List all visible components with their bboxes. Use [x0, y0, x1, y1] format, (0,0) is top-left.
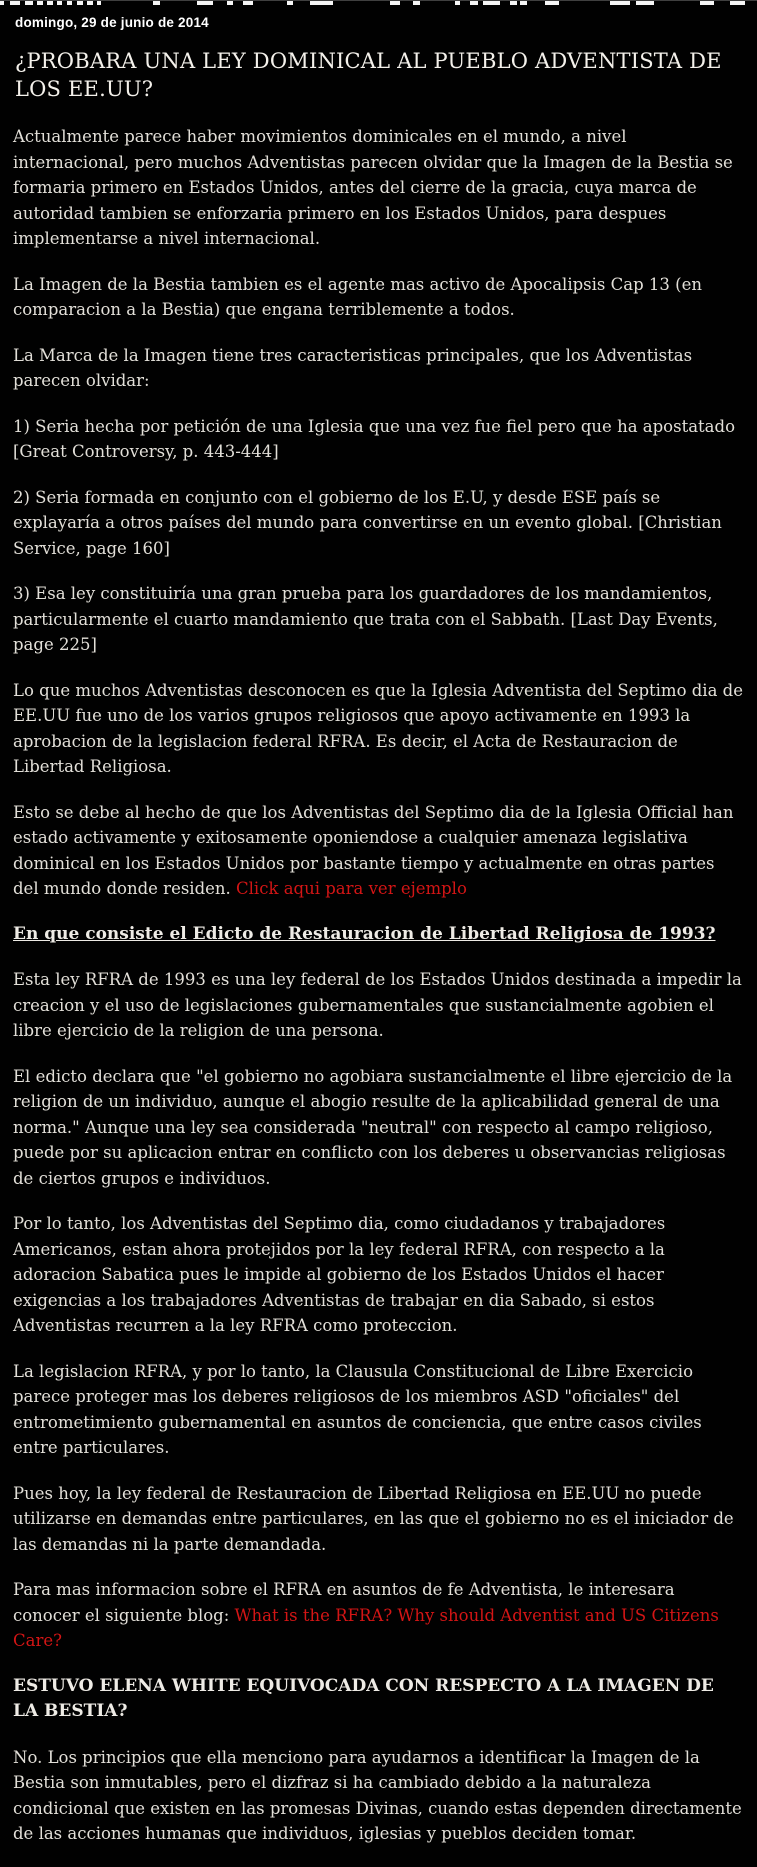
- post-paragraph: La Marca de la Imagen tiene tres caracteristicas principales, que los Adventistas parecen olvidar:: [13, 345, 693, 390]
- blog-post: [0, 15, 757, 1847]
- post-paragraph: No. Los principios que ella menciono para ayudarnos a identificar la Imagen de la Bestia son inmutables, pero el dizfraz si ha cambiado debido a la naturaleza condicional que existen en las promesas Divinas, cuando estas dependen directamente de las acciones humanas que individuos, iglesias y pueblos deciden tomar.: [13, 1747, 742, 1843]
- post-paragraph: 3) Esa ley constituiría una gran prueba para los guardadores de los mandamientos, particularmente el cuarto mandamiento que trata con el Sabbath. [Last Day Events, page 225]: [13, 584, 718, 654]
- post-paragraph: El edicto declara que "el gobierno no agobiara sustancialmente el libre ejercicio de la religion de un individuo, aunque el abogio resulte de la aplicabilidad general de una norma." Aunque una ley sea considerada "neutral" con respecto al campo religioso, puede por su aplicacion entrar en conflicto con los deberes u observancias religiosas de ciertos grupos e individuos.: [13, 1066, 733, 1188]
- post-paragraph: Por lo tanto, los Adventistas del Septimo dia, como ciudadanos y trabajadores Americanos, estan ahora protejidos por la ley federal RFRA, con respecto a la adoracion Sabatica pues le impide al gobierno de los Estados Unidos el hacer exigencias a los trabajadores Adventistas de trabajar en dia Sabado, si estos Adventistas recurren a la ley RFRA como proteccion.: [13, 1214, 666, 1335]
- post-paragraph: [13, 1577, 744, 1654]
- post-body: [13, 124, 744, 1847]
- post-paragraph: La legislacion RFRA, y por lo tanto, la Clausula Constitucional de Libre Exercicio parece proteger mas los deberes religiosos de los miembros ASD "oficiales" del entrometimiento gubernamental en asuntos de conciencia, que entre casos civiles entre particulares.: [13, 1361, 702, 1457]
- post-paragraph: Esta ley RFRA de 1993 es una ley federal de los Estados Unidos destinada a impedir la creacion y el uso de legislaciones gubernamentales que sustancialmente agobien el libre ejercicio de la religion de una persona.: [13, 970, 742, 1040]
- post-date: domingo, 29 de junio de 2014: [15, 15, 209, 30]
- post-paragraph: Lo que muchos Adventistas desconocen es que la Iglesia Adventista del Septimo dia de EE.UU fue uno de los varios grupos religiosos que apoyo activamente en 1993 la aprobacion de la legislacion federal RFRA. Es decir, el Acta de Restauracion de Libertad Religiosa.: [13, 680, 743, 776]
- section-heading-ellen-white: ESTUVO ELENA WHITE EQUIVOCADA CON RESPECTO A LA IMAGEN DE LA BESTIA?: [13, 1675, 714, 1721]
- clipped-text-strip: [0, 0, 757, 11]
- example-link[interactable]: Click aqui para ver ejemplo: [236, 879, 467, 898]
- post-paragraph: 2) Seria formada en conjunto con el gobierno de los E.U, y desde ESE país se explayaría a otros países del mundo para convertirse en un evento global. [Christian Service, page 160]: [13, 487, 722, 558]
- section-heading-rfra: En que consiste el Edicto de Restauracion de Libertad Religiosa de 1993?: [13, 923, 716, 944]
- post-paragraph: [13, 800, 744, 902]
- post-paragraph: 1) Seria hecha por petición de una Iglesia que una vez fue fiel pero que ha apostatado [Great Controversy, p. 443-444]: [13, 416, 736, 461]
- paragraph-text: Para mas informacion sobre el RFRA en asuntos de fe Adventista, le interesara conocer el siguiente blog:: [13, 1580, 675, 1625]
- rfra-blog-link[interactable]: What is the RFRA? Why should Adventist and US Citizens Care?: [13, 1605, 719, 1650]
- post-title: ¿PROBARA UNA LEY DOMINICAL AL PUEBLO ADVENTISTA DE LOS EE.UU?: [15, 49, 722, 101]
- post-paragraph: La Imagen de la Bestia tambien es el agente mas activo de Apocalipsis Cap 13 (en comparacion a la Bestia) que engana terriblemente a todos.: [13, 274, 702, 319]
- paragraph-text: Esto se debe al hecho de que los Adventistas del Septimo dia de la Iglesia Official han estado activamente y exitosamente oponiendose a cualquier amenaza legislativa dominical en los Estados Unidos por bastante tiempo y actualmente en otras partes del mundo donde residen.: [13, 802, 734, 898]
- post-paragraph: Actualmente parece haber movimientos dominicales en el mundo, a nivel internacional, pero muchos Adventistas parecen olvidar que la Imagen de la Bestia se formaria primero en Estados Unidos, antes del cierre de la gracia, cuya marca de autoridad tambien se enforzaria primero en los Estados Unidos, para despues implementarse a nivel internacional.: [13, 127, 733, 248]
- post-paragraph: Pues hoy, la ley federal de Restauracion de Libertad Religiosa en EE.UU no puede utilizarse en demandas entre particulares, en las que el gobierno no es el iniciador de las demandas ni la parte demandada.: [13, 1483, 734, 1554]
